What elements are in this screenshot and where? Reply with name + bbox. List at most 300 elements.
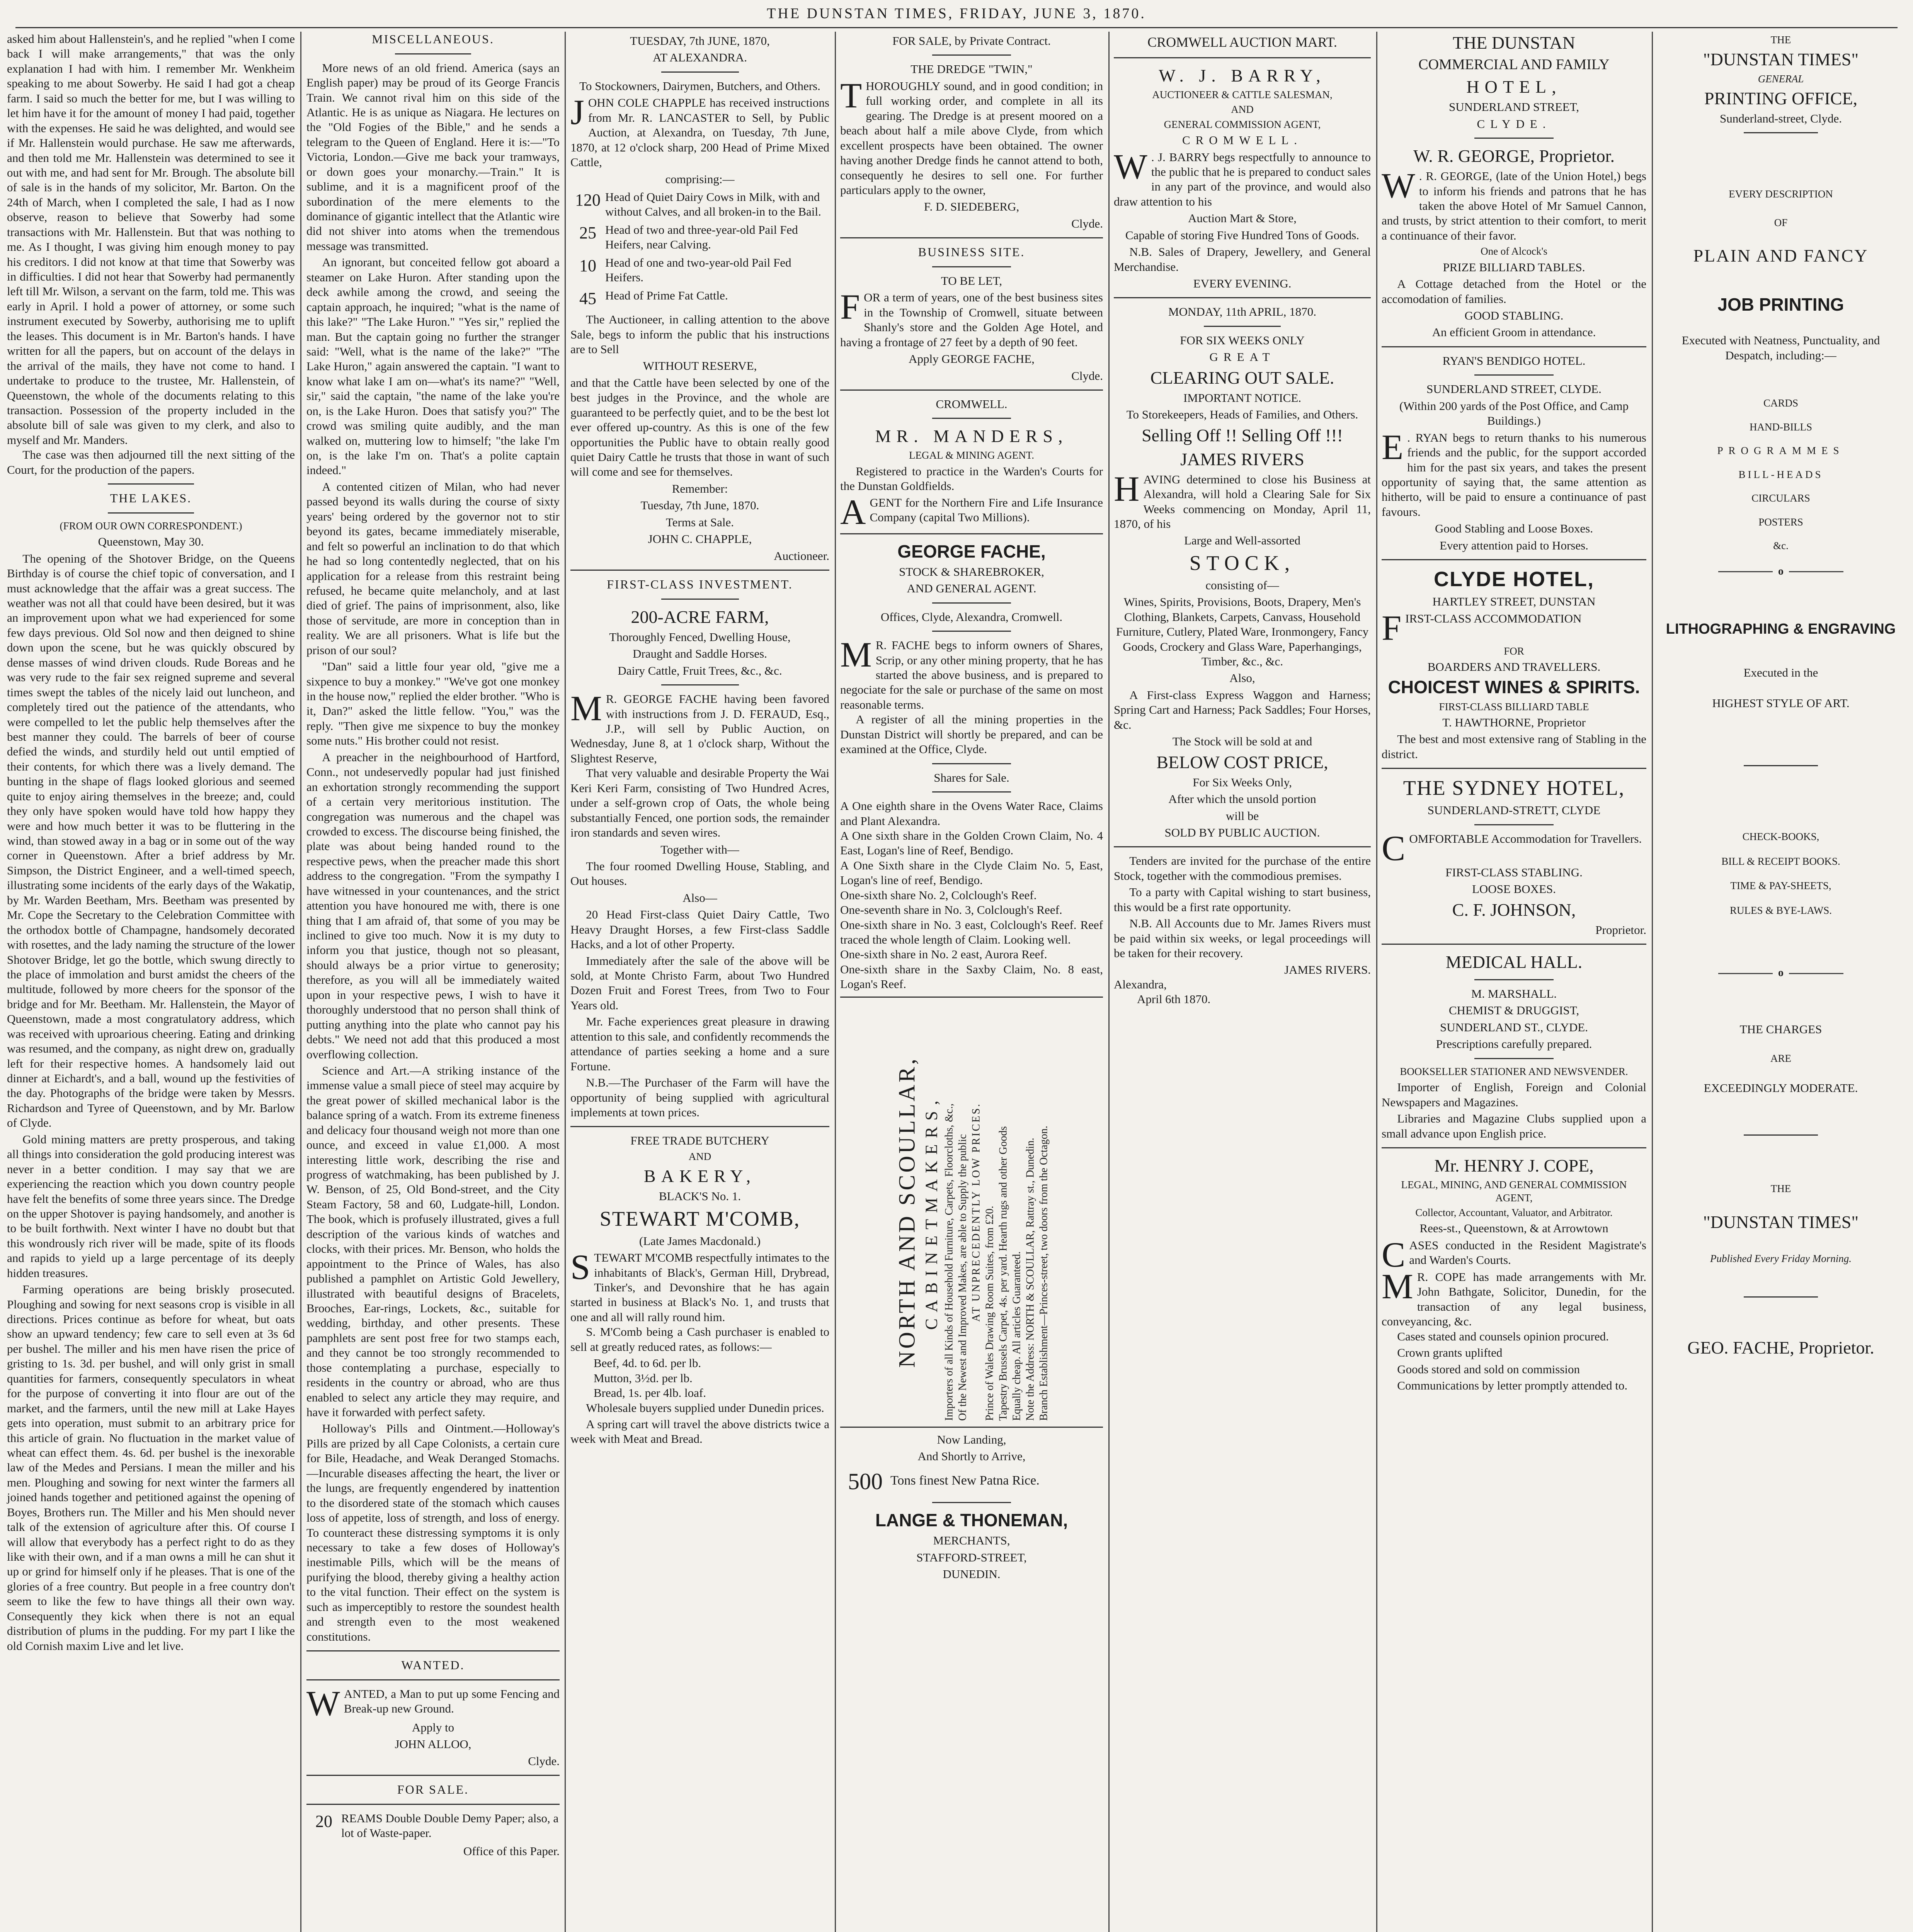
ornament: o xyxy=(1657,965,1904,980)
investment-heading: FIRST-CLASS INVESTMENT. xyxy=(607,577,793,592)
printing-item: &c. xyxy=(1773,540,1789,552)
farm-note: Mr. Fache experiences great pleasure in drawing attention to this sale, and confidently recommends the attendance of parties seeking a home and a sure Fortune. xyxy=(570,1015,829,1073)
share-item: One-sixth share in No. 3 east, Colclough's Reef. Reef traced the whole length of Claim. Looking well. xyxy=(840,918,1103,947)
for-sale-heading: FOR SALE. xyxy=(397,1782,469,1797)
capital-text: To a party with Capital wishing to start business, this would be a first rate opportunity. xyxy=(1114,885,1371,914)
site-text: OR a term of years, one of the best business sites in the Township of Cromwell, situate between Shanly's store and the Golden Age Hotel, and having a frontage of 27 feet by a depth of 90 feet. xyxy=(840,291,1103,349)
cope-heading: Mr. HENRY J. COPE, xyxy=(1434,1156,1594,1176)
rivers-date: April 6th 1870. xyxy=(1137,992,1211,1006)
stabling-line: GOOD STABLING. xyxy=(1464,309,1564,323)
divider xyxy=(1474,824,1554,825)
column-rule xyxy=(565,32,566,1932)
north-scoullar-line: Note the Address: NORTH & SCOULLAR, Rattray st., Dunedin. xyxy=(1024,1138,1036,1421)
masthead-rule xyxy=(15,27,1898,28)
clyde-line: CLYDE. xyxy=(1477,117,1551,131)
published-line: Published Every Friday Morning. xyxy=(1710,1252,1852,1264)
divider xyxy=(1114,57,1371,58)
dunstan-heading: THE DUNSTAN xyxy=(1452,33,1575,53)
advertiser-name: JOHN ALLOO, xyxy=(395,1737,471,1751)
drop-cap: T xyxy=(840,75,862,115)
auctioneer-role: Auctioneer. xyxy=(774,549,829,563)
correspondent-line: (FROM OUR OWN CORRESPONDENT.) xyxy=(60,520,242,532)
street-line: SUNDERLAND STREET, xyxy=(1449,100,1579,114)
dunstan-times-title: "DUNSTAN TIMES" xyxy=(1703,49,1859,70)
printing-item: CARDS xyxy=(1763,397,1799,409)
divider xyxy=(661,71,739,73)
manders-text: Registered to practice in the Warden's Courts for the Dunstan Goldfields. xyxy=(840,464,1103,493)
remember-date: Tuesday, 7th June, 1870. xyxy=(640,498,759,512)
share-item: One-seventh share in No. 3, Colclough's Reef. xyxy=(840,903,1062,917)
executed-text: Executed with Neatness, Punctuality, and Despatch, including:— xyxy=(1682,333,1880,362)
north-scoullar-line: Importers of all Kinds of Household Furniture, Carpets, Floorcloths, &c., xyxy=(943,1103,955,1421)
column-rule xyxy=(1108,32,1110,1932)
printing-item: CIRCULARS xyxy=(1751,492,1810,504)
loose-boxes: LOOSE BOXES. xyxy=(1472,882,1556,896)
cart-text: A spring cart will travel the above districts twice a week with Meat and Bread. xyxy=(570,1417,829,1446)
rivers-text: AVING determined to close his Business at Alexandra, will hold a Clearing Sale for Six Weeks commencing on Monday, April 11, 1870, of his xyxy=(1114,472,1371,531)
fache-text: R. FACHE begs to inform owners of Shares, Scrip, or any other mining property, that he has started the above business, and is prepared to negociate for the sale or purchase of the same on most reasonable terms. xyxy=(840,638,1103,711)
ryan-horses: Every attention paid to Horses. xyxy=(1440,538,1588,552)
north-scoullar-line: Prince of Wales Drawing Room Suites, from £20. xyxy=(984,1206,996,1421)
farm-description: That very valuable and desirable Property the Wai Keri Keri Farm, consisting of Two Hundred Acres, under a self-grown crop of Oats, the whole being substantially Fenced, one portion sods, the remainder iron standards and seven wires. xyxy=(570,766,829,840)
bookseller-line: BOOKSELLER STATIONER AND NEWSVENDER. xyxy=(1400,1065,1628,1077)
sale-date: TUESDAY, 7th JUNE, 1870, xyxy=(630,34,770,48)
divider xyxy=(1114,297,1371,298)
divider xyxy=(395,53,471,54)
north-scoullar-advert xyxy=(840,997,1103,1428)
north-scoullar-line: Branch Establishment—Princes-street, two doors from the Octagon. xyxy=(1038,1126,1050,1421)
cases-stated: Cases stated and counsels opinion procured. xyxy=(1397,1329,1609,1343)
farm-house: The four roomed Dwelling House, Stabling, and Out houses. xyxy=(570,859,829,888)
general-line: GENERAL xyxy=(1758,73,1804,85)
dredge-heading: THE DREDGE "TWIN," xyxy=(911,62,1033,76)
six-weeks-line: FOR SIX WEEKS ONLY xyxy=(1180,333,1305,347)
wines-line: CHOICEST WINES & SPIRITS. xyxy=(1388,677,1640,697)
business-site-heading: BUSINESS SITE. xyxy=(918,245,1025,259)
divider xyxy=(1744,1134,1818,1136)
column-3 xyxy=(567,32,833,1932)
lakes-heading: THE LAKES. xyxy=(110,491,192,505)
drop-cap: C xyxy=(1382,828,1406,868)
auctioneer-note: The Auctioneer, in calling attention to the above Sale, begs to inform the public that his instructions are to Sell xyxy=(570,313,829,356)
north-scoullar-line: AT UNPRECEDENTLY LOW PRICES. xyxy=(970,1102,982,1322)
large-line: Large and Well-assorted xyxy=(1184,534,1301,548)
for-six-line: For Six Weeks Only, xyxy=(1193,775,1292,789)
divider xyxy=(1382,346,1646,347)
cattle-item: 120 Head of Quiet Dairy Cows in Milk, with and without Calves, and all broken-in to the Bail. xyxy=(575,190,821,219)
divider xyxy=(840,237,1103,238)
site-apply: Apply GEORGE FACHE, xyxy=(909,352,1035,366)
stock-list: Wines, Spirits, Provisions, Boots, Drapery, Men's Clothing, Blankets, Carpets, Canvass, Household Furniture, Cutlery, Plated Ware, Ironmongery, Fancy Goods, Crockery and Glass Ware, Paperhangings, Timber, &c., &c. xyxy=(1116,595,1369,668)
ornament: o xyxy=(1657,563,1904,578)
divider xyxy=(1474,374,1554,376)
divider xyxy=(1744,765,1818,766)
drop-cap: A xyxy=(840,492,866,532)
marshall-line: M. MARSHALL. xyxy=(1471,987,1557,1001)
monday-line: MONDAY, 11th APRIL, 1870. xyxy=(1168,305,1316,319)
reserve-line: WITHOUT RESERVE, xyxy=(643,359,757,373)
divider xyxy=(840,389,1103,391)
dredge-owner: F. D. SIEDEBERG, xyxy=(924,200,1019,214)
every-description: EVERY DESCRIPTION xyxy=(1729,188,1833,200)
private-contract-heading: FOR SALE, by Private Contract. xyxy=(892,34,1051,48)
divider xyxy=(840,533,1103,534)
proprietor-heading: W. R. GEORGE, Proprietor. xyxy=(1413,146,1615,166)
north-scoullar-line: Equally cheap. All articles Guaranteed. xyxy=(1011,1251,1023,1421)
north-scoullar-title: NORTH AND SCOULLAR, xyxy=(894,1056,920,1368)
court-report-paragraph: The case was then adjourned till the next sitting of the Court, for the production of the papers. xyxy=(7,448,295,476)
dredge-place: Clyde. xyxy=(1071,216,1103,230)
to-storekeepers: To Storekeepers, Heads of Families, and Others. xyxy=(1126,408,1358,422)
highest-style: HIGHEST STYLE OF ART. xyxy=(1712,696,1850,710)
divider xyxy=(1382,944,1646,945)
divider xyxy=(306,1775,560,1776)
of-line: OF xyxy=(1774,216,1788,228)
manders-subheading: LEGAL & MINING AGENT. xyxy=(909,449,1034,461)
share-item: A One Sixth share in the Clyde Claim No. 5, East, Logan's line of reef, Bendigo. xyxy=(840,858,1103,887)
drop-cap: M xyxy=(570,689,602,728)
landing-line: Now Landing, xyxy=(937,1432,1006,1446)
after-line: After which the unsold portion xyxy=(1168,792,1316,806)
price-item: Bread, 1s. per 4lb. loaf. xyxy=(594,1386,706,1400)
divider xyxy=(661,599,739,600)
stewart-heading: STEWART M'COMB, xyxy=(599,1207,800,1230)
masthead: THE DUNSTAN TIMES, FRIDAY, JUNE 3, 1870. xyxy=(767,5,1146,22)
divider xyxy=(1744,1296,1818,1298)
drop-cap: W xyxy=(1114,146,1147,186)
divider xyxy=(932,791,1011,793)
billiard-line: PRIZE BILLIARD TABLES. xyxy=(1443,260,1585,274)
every-evening: EVERY EVENING. xyxy=(1193,277,1292,290)
misc-paragraph: More news of an old friend. America (says an English paper) may be proud of its George Francis Train. We cannot rival him on this side of the Atlantic. He is as unique as Niagara. He lectures on the "Old Fogies of the Bible," and he sends a telegram to the Queen of England. Here it is:—"To Victoria, London.—Give me back your tramways, or down goes your monarchy.—Train." It is sublime, and it is a magnificent proof of the subordination of the mere elements to the dominance of gigantic intellect that the Atlantic wire did not shiver into atoms when the tremendous message was transmitted. xyxy=(306,61,560,253)
fc-billiard-line: FIRST-CLASS BILLIARD TABLE xyxy=(1439,701,1589,713)
nb-sales: N.B. Sales of Drapery, Jewellery, and General Merchandise. xyxy=(1114,245,1371,274)
libraries-text: Libraries and Magazine Clubs supplied upon a small advance upon English price. xyxy=(1382,1112,1646,1140)
court-report-paragraph: asked him about Hallenstein's, and he replied "when I come back I will make arrangements," that was the only explanation I had with him. I remember Mr. Wenkheim speaking to me about Sowerby. He said I had got a cheap farm. I said so much the better for me, but I was willing to let him have it for the amount of money I had paid, together with the expenses. He said he was delighted, and would see if Mr. Hallenstein would purchase. He saw me afterwards, and then told me Mr. Hallenstein was determined to see it out with me, and had sent for Mr. Brough. The absolute bill of sale is in the hands of my solicitor, Mr. Barton. On the 24th of March, when I completed the sale, I had as I now observe, reason to believe that Sowerby had some transactions with Mr. Hallenstein. But that was nothing to me. As I thought, I was giving him enough money to pay his creditors. I did not know at that time that Sowerby was in difficulties. I did not hear that Sowerby had permanently left till Mr. Wilson, a servant on the farm, told me. This was early in April. I hold a power of attorney, or some such instrument executed by Sowerby, authorising me to uplift the leases. This document is in Mr. Barton's hands. I have written for all the papers, but on account of the delays in the arrival of the mails, they have not come to hand. I undertake to produce to the trustee, Mr. Hallenstein, of Queenstown, the whole of the documents relating to this transaction. Possession of the property included in the absolute bill of sale was given to my clerk, and also to myself and Mr. Manders. xyxy=(7,32,295,447)
insurance-agent-text: GENT for the Northern Fire and Life Insurance Company (capital Two Millions). xyxy=(870,495,1103,524)
rivers-signature: JAMES RIVERS. xyxy=(1284,963,1371,976)
drop-cap: M xyxy=(840,635,872,675)
mart-heading: CROMWELL AUCTION MART. xyxy=(1147,34,1337,50)
for-line: FOR xyxy=(1504,645,1524,657)
cope-subheading: LEGAL, MINING, AND GENERAL COMMISSION AGENT, xyxy=(1401,1179,1627,1204)
farm-subheading: Thoroughly Fenced, Dwelling House, xyxy=(609,630,791,644)
dredge-text: HOROUGHLY sound, and in good condition; in full working order, and complete in all its gearing. The Dredge is at present moored on a beach about half a mile above Clyde, from which excellent prospects have been obtained. The owner having another Dredge finds he cannot attend to both, consequently he desires to sell one. For further particulars apply to the owner, xyxy=(840,79,1103,197)
consisting-line: consisting of— xyxy=(1205,578,1279,592)
first-class-text: IRST-CLASS ACCOMMODATION xyxy=(1405,611,1582,625)
divider xyxy=(1382,559,1646,560)
farm-heading: 200-ACRE FARM, xyxy=(631,607,769,627)
accounts-text: N.B. All Accounts due to Mr. James Rivers must be paid within six weeks, or legal proceedings will be taken for their recovery. xyxy=(1114,917,1371,960)
cromwell-line: CROMWELL. xyxy=(1182,133,1303,147)
book-item: RULES & BYE-LAWS. xyxy=(1729,904,1832,916)
dateline: Queenstown, May 30. xyxy=(98,535,204,549)
ryan-heading: RYAN'S BENDIGO HOTEL. xyxy=(1442,354,1586,367)
share-item: One-sixth share in No. 2 east, Aurora Reef. xyxy=(840,947,1047,961)
cash-text: S. M'Comb being a Cash purchaser is enabled to sell at greatly reduced rates, as follows:— xyxy=(570,1325,829,1354)
divider xyxy=(932,418,1011,419)
farm-nb: N.B.—The Purchaser of the Farm will have the opportunity of being supplied with agricultural implements at town prices. xyxy=(570,1076,829,1119)
farm-subheading: Dairy Cattle, Fruit Trees, &c., &c. xyxy=(618,663,782,677)
fc-stabling: FIRST-CLASS STABLING. xyxy=(1445,865,1583,879)
divider xyxy=(108,512,194,514)
price-item: Mutton, 3½d. per lb. xyxy=(594,1371,693,1385)
drop-cap: F xyxy=(1382,608,1402,648)
dunstan-times-title: "DUNSTAN TIMES" xyxy=(1703,1212,1859,1232)
quantity: 20 xyxy=(315,1811,332,1831)
north-scoullar-line: Of the Newest and Improved Makes, are able to Supply the public xyxy=(956,1134,969,1421)
boarders-line: BOARDERS AND TRAVELLERS. xyxy=(1427,660,1601,674)
fache-subheading: AND GENERAL AGENT. xyxy=(907,582,1036,595)
misc-paragraph: Science and Art.—A striking instance of the immense value a small piece of steel may acquire by the great power of skilled mechanical labor is the balance spring of a watch. From its extreme fineness and delicacy four thousand weigh not more than one ounce, and exceed in value £1,000. A most interesting little work, describing the rise and progress of watchmaking, has been published by J. W. Benson, of 25, Old Bond-street, and the City Steam Factory, 58 and 60, Ludgate-hill, London. The book, which is profusely illustrated, gives a full description of the various kinds of watches and clocks, with their prices. Mr. Benson, who holds the appointment to the Prince of Wales, has also published a pamphlet on Artistic Gold Jewellery, illustrated with beautiful designs of Bracelets, Brooches, Ear-rings, Lockets, &c., suitable for wedding, birthday, and other presents. These pamphlets are sent post free for two stamps each, and they cannot be too strongly recommended to those contemplating a purchase, especially to residents in the country or abroad, who are thus enabled to select any article they may require, and have it forwarded with perfect safety. xyxy=(306,1063,560,1419)
divider xyxy=(661,684,739,685)
remember-line: Remember: xyxy=(672,481,728,495)
cattle-item: 10 Head of one and two-year-old Pail Fed Heifers. xyxy=(579,255,791,284)
cattle-item: 45 Head of Prime Fat Cattle. xyxy=(579,288,728,308)
drop-cap: W xyxy=(306,1683,340,1723)
best-text: The best and most extensive rang of Stabling in the district. xyxy=(1382,732,1646,761)
fache-heading: GEORGE FACHE, xyxy=(897,541,1046,561)
divider xyxy=(306,1650,560,1651)
divider xyxy=(306,1679,560,1680)
divider xyxy=(932,763,1011,764)
wanted-text: ANTED, a Man to put up some Fencing and Break-up new Ground. xyxy=(344,1687,560,1716)
together-line: Together with— xyxy=(660,842,739,856)
drop-cap: M xyxy=(1382,1266,1413,1306)
mart-store: Auction Mart & Store, xyxy=(1188,211,1297,225)
fache-offices: Offices, Clyde, Alexandra, Cromwell. xyxy=(880,610,1063,624)
sale-place: AT ALEXANDRA. xyxy=(653,51,747,65)
for-sale-text: REAMS Double Double Demy Paper; also, a lot of Waste-paper. xyxy=(341,1811,559,1840)
alcock-line: One of Alcock's xyxy=(1481,245,1547,257)
the-line: THE xyxy=(1770,34,1791,46)
clyde-hotel-heading: CLYDE HOTEL, xyxy=(1433,568,1595,591)
plain-fancy-heading: PLAIN AND FANCY xyxy=(1693,246,1869,266)
divider xyxy=(1382,1147,1646,1148)
comfortable-text: OMFORTABLE Accommodation for Travellers. xyxy=(1409,832,1642,845)
stafford-line: STAFFORD-STREET, xyxy=(916,1550,1027,1564)
prescriptions-line: Prescriptions carefully prepared. xyxy=(1436,1037,1592,1051)
barry-heading: W. J. BARRY, xyxy=(1159,65,1326,85)
barry-text: . J. BARRY begs respectfully to announce to the public that he is prepared to conduct sales in any part of the province, and would also draw attention to his xyxy=(1114,150,1371,208)
importer-text: Importer of English, Foreign and Colonial Newspapers and Magazines. xyxy=(1382,1080,1646,1109)
column-7 xyxy=(1653,32,1908,1932)
are-line: ARE xyxy=(1770,1053,1791,1065)
wanted-heading: WANTED. xyxy=(401,1658,465,1672)
register-text: A register of all the mining properties in the Dunstan District will shortly be prepared, and can be examined at the Office, Clyde. xyxy=(840,713,1103,756)
column-6 xyxy=(1378,32,1650,1932)
important-notice: IMPORTANT NOTICE. xyxy=(1183,391,1302,405)
butchery-heading: FREE TRADE BUTCHERY xyxy=(630,1134,769,1148)
barry-subheading: AUCTIONEER & CATTLE SALESMAN, xyxy=(1152,88,1333,100)
goods-stored: Goods stored and sold on commission xyxy=(1397,1362,1580,1376)
groom-line: An efficient Groom in attendance. xyxy=(1432,325,1596,339)
great-line: GREAT xyxy=(1209,350,1275,364)
printing-item: BILL-HEADS xyxy=(1738,468,1823,480)
column-rule xyxy=(1652,32,1653,1932)
misc-paragraph: "Dan" said a little four year old, "give me a sixpence to buy a monkey." "We've got one monkey in the house now," replied the elder brother. "Who is it, Dan?" asked the little fellow. "You," was the reply. "Then give me sixpence to buy the monkey some nuts." His brother could not resist. xyxy=(306,660,560,748)
sydney-street: SUNDERLAND-STRETT, CLYDE xyxy=(1427,803,1601,817)
lakes-paragraph: The opening of the Shotover Bridge, on the Queens Birthday is of course the chief topic of conversation, and I must acknowledge that the affair was a great success. The weather was not all that could have been desired, but it was an improvement upon what we had experienced for some few days previous. Old Sol now and then deigned to shine down upon the scene, but he was quickly obscured by dense masses of wind driven clouds. Rude Boreas and he was very rude to the fair sex reigned supreme and several times swept the tables of the nicely laid out luncheon, and completely tired out the patience of the attendants, who were compelled to let the public help themselves after the best manner they could. The barrels of beer of course defied the winds, and sturdily held out until emptied of their contents, for which there was a lively demand. The bunting in the shape of flags looked glorious and seemed quite to enjoy airing themselves in the breeze; and, could they only have spoken would have told how happy they were and how much better it was to be fluttering in the wind, than stowed away in a bag or in some out of the way corner in Queenstown. After a brief address by Mr. Simpson, the District Engineer, and a well-timed speech, illustrating some incidents of the early days of the Wakatip, by Mr. Warden Beetham, Mrs. Beetham was presented by Mr. Cope the Secretary to the Celebration Committee with the orthodox bottle of Champagne, handsomely decorated with rosettes, and the lady naming the structure of the lower Shotover Bridge, let go the bottle, which swung directly to the place of immolation and burst amidst the cheers of the multitude, followed by more cheers for the sponsor of the bridge and for Mr. Beetham. Mr. Hallenstein, the Mayor of Queenstown, made a most congratulatory address, which was received with uproarious cheering. Eating and drinking was resumed, and the company, as night drew on, gradually left for their respective homes. A handsomely laid out dinner at Eichardt's, and a ball, wound up the festivities of the day. Photographs of the bridge were taken by Messrs. Richardson and Tyree of Queenstown, and by Mr. Barlow of Clyde. xyxy=(7,551,295,1130)
johnson-line: C. F. JOHNSON, xyxy=(1452,900,1576,920)
ryan-text: . RYAN begs to return thanks to his numerous friends and the public, for the support accorded him for the past six years, and takes the present opportunity of saying that, the same attention as hitherto, will be paid to ensure a continuance of past favours. xyxy=(1382,430,1646,519)
book-item: BILL & RECEIPT BOOKS. xyxy=(1721,855,1840,867)
drop-cap: J xyxy=(570,92,584,132)
apply-line: Apply to xyxy=(412,1720,454,1734)
chemist-line: CHEMIST & DRUGGIST, xyxy=(1448,1003,1579,1017)
litho-heading: LITHOGRAPHING & ENGRAVING xyxy=(1666,621,1896,638)
divider xyxy=(1474,979,1554,980)
farm-also: 20 Head First-class Quiet Dairy Cattle, Two Heavy Draught Horses, a few First-class Saddle Hacks, and a lot of other Property. xyxy=(570,908,829,951)
express-text: A First-class Express Waggon and Harness; Spring Cart and Harness; Pack Saddles; Four Horses, &c. xyxy=(1114,688,1371,731)
selling-off-line: Selling Off !! Selling Off !!! xyxy=(1142,425,1343,445)
cromwell-heading: CROMWELL. xyxy=(936,397,1008,411)
farm-subheading: Draught and Saddle Horses. xyxy=(633,647,767,661)
divider xyxy=(570,1126,829,1127)
advertiser-place: Clyde. xyxy=(528,1754,560,1768)
divider xyxy=(306,1804,560,1805)
sold-at-line: The Stock will be sold at and xyxy=(1172,735,1312,748)
ryan-within: (Within 200 yards of the Post Office, and Camp Buildings.) xyxy=(1399,399,1629,428)
commercial-line: COMMERCIAL AND FAMILY xyxy=(1418,56,1610,73)
column-2 xyxy=(303,32,563,1932)
wholesale-text: Wholesale buyers supplied under Dunedin prices. xyxy=(586,1401,824,1415)
the-line: THE xyxy=(1770,1183,1791,1195)
proprietor-line: Proprietor. xyxy=(1595,923,1646,937)
clearing-sale-heading: CLEARING OUT SALE. xyxy=(1150,367,1334,388)
tenders-text: Tenders are invited for the purchase of the entire Stock, together with the commodious premises. xyxy=(1114,854,1371,883)
audience-line: To Stockowners, Dairymen, Butchers, and Others. xyxy=(579,79,820,93)
cope-subheading: Collector, Accountant, Valuator, and Arbitrator. xyxy=(1415,1206,1613,1218)
lakes-paragraph: Farming operations are being briskly prosecuted. Ploughing and sowing for next seasons crop is visible in all directions. Prices continue as before for wheat, but oats show an upward tendency; few care to sell even at 3s 6d per bushel. The miller and his men have risen the price of gristing to 1s. 3d. per bushel, and will only grist in small quantities for farmers, consequently speculators in wheat for the purpose of converting it into flour are out of the market, and the farmers, until the new mill at Lake Hayes gets into operation, must submit to an arbitrary price for this article of grain. No fluctuation in the market value of wheat can effect them. 4s. 6d. per bushel is the inexorable law of the Medes and Persians. I mean the miller and his men. Ploughing and sowing for next winter the farmers all joined hands together and petitioned against the opening of Boyes, Brothers run. The Miller and his Men should never talk of the extension of agriculture after this. Of course I will allow that everybody has a perfect right to do as they like with their own, and if a man owns a mill he can shut it up or grind for himself only if he pleases. That is one of the glories of a free country. But people in a free country don't seem to like the few to have things all their own way. Consequently they kick when there is not an equal distribution of plums in the pudding. For my part I like the old Cornish maxim Live and let live. xyxy=(7,1282,295,1653)
rivers-heading: JAMES RIVERS xyxy=(1180,449,1304,469)
will-be-line: will be xyxy=(1225,809,1259,823)
divider xyxy=(1204,326,1281,327)
north-scoullar-subtitle: CABINETMAKERS, xyxy=(922,1094,941,1330)
divider xyxy=(932,266,1011,267)
drop-cap: C xyxy=(1382,1235,1406,1274)
auctioneer-signature: JOHN C. CHAPPLE, xyxy=(648,532,752,546)
divider xyxy=(1382,768,1646,769)
moderate-line: EXCEEDINGLY MODERATE. xyxy=(1704,1081,1858,1095)
bakery-heading: BAKERY, xyxy=(643,1166,756,1186)
divider xyxy=(570,570,829,571)
executed-in-line: Executed in the xyxy=(1743,666,1818,680)
office-line: Office of this Paper. xyxy=(463,1844,560,1858)
also-line: Also— xyxy=(682,891,717,905)
misc-paragraph: Holloway's Pills and Ointment.—Holloway's Pills are prized by all Cape Colonists, a certain cure for Bile, Headache, and Weak Deranged Stomachs.—Incurable diseases affecting the heart, the liver or the lungs, are frequently engendered by inattention to the disordered state of the stomach which causes loss of appetite, loss of strength, and loss of energy. To counteract these distressing symptoms it is only necessary to take a few doses of Holloway's inestimable Pills, which will be the means of purifying the blood, thereby giving a healthy action to the vital function. Their effect on the system is such as imperceptibly to restore the soundest health and strength even to the most weakened constitutions. xyxy=(306,1422,560,1643)
fache-subheading: STOCK & SHAREBROKER, xyxy=(899,565,1044,578)
column-rule xyxy=(300,32,301,1932)
divider xyxy=(1474,1058,1554,1059)
share-item: One-sixth share No. 2, Colclough's Reef. xyxy=(840,888,1037,902)
stewart-text: TEWART M'COMB respectfully intimates to the inhabitants of Black's, German Hill, Drybread, Tinker's, and Devonshire that he has again started in business at Black's No. 1, and trusts that one and all will rally round him. xyxy=(570,1251,829,1324)
farm-after: Immediately after the sale of the above will be sold, at Monte Christo Farm, about Two Hundred Dozen Fruit and Forest Trees, from Two to Four Years old. xyxy=(570,954,829,1012)
terms-line: Terms at Sale. xyxy=(665,515,734,529)
proprietor-signature: GEO. FACHE, Proprietor. xyxy=(1687,1338,1874,1358)
lakes-paragraph: Gold mining matters are pretty prosperous, and taking all things into consideration the gold producing interest was never in a better condition. I may say that we are experiencing the reaction which you down country people have felt the benefits of some three years since. The Dredge on the upper Shotover is paying handsomely, and another is to be built forthwith. Next winter I have no doubt but that this wondrously rich river will be made, spite of its floods and rapids to yield up a large percentage of its deeply hidden treasures. xyxy=(7,1132,295,1280)
job-printing-heading: JOB PRINTING xyxy=(1717,294,1844,315)
drop-cap: F xyxy=(840,287,860,327)
divider xyxy=(932,602,1011,604)
auction-intro: OHN COLE CHAPPLE has received instructions from Mr. R. LANCASTER to Sell, by Public Auction, at Alexandra, on Tuesday, 7th June, 1870, at 12 o'clock sharp, 200 Head of Prime Mixed Cattle, xyxy=(570,96,829,169)
printing-item: PROGRAMMES xyxy=(1717,445,1845,457)
reserve-text: and that the Cattle have been selected by one of the best judges in the Province, and the whole are guaranteed to be perfectly quiet, and to be the best lot ever offered up-country. As this is one of the few opportunities the Public have to obtain really good quiet Dairy Cattle he trusts that those in want of such will come and see for themselves. xyxy=(570,376,829,479)
medical-street: SUNDERLAND ST., CLYDE. xyxy=(1440,1020,1588,1034)
divider xyxy=(932,1502,1011,1503)
cases-text: ASES conducted in the Resident Magistrate's and Warden's Courts. xyxy=(1409,1238,1646,1267)
george-text: . R. GEORGE, (late of the Union Hotel,) begs to inform his friends and patrons that he has taken the above Hotel of Mr Samuel Cannon, and trusts, by strict attention to their comfort, to merit a continuance of their favor. xyxy=(1382,169,1646,242)
column-4 xyxy=(836,32,1107,1932)
barry-subheading: GENERAL COMMISSION AGENT, xyxy=(1164,118,1321,130)
lange-heading: LANGE & THONEMAN, xyxy=(875,1510,1068,1531)
hotel-line: HOTEL, xyxy=(1466,77,1562,97)
share-item: A One eighth share in the Ovens Water Race, Claims and Plant Alexandra. xyxy=(840,799,1103,828)
medical-hall-heading: MEDICAL HALL. xyxy=(1445,952,1583,972)
capable-line: Capable of storing Five Hundred Tons of Goods. xyxy=(1125,228,1360,242)
cope-text: R. COPE has made arrangements with Mr. John Bathgate, Solicitor, Dunedin, for the transaction of any legal business, conveyancing, &c. xyxy=(1382,1270,1646,1328)
divider xyxy=(1474,138,1554,139)
sunderland-line: Sunderland-street, Clyde. xyxy=(1720,112,1842,125)
book-item: CHECK-BOOKS, xyxy=(1742,831,1819,843)
and-line: AND xyxy=(688,1150,711,1162)
share-item: One-sixth share in the Saxby Claim, No. 8 east, Logan's Reef. xyxy=(840,962,1103,991)
farm-intro: R. GEORGE FACHE having been favored with instructions from J. D. FERAUD, Esq., J.P., will sell by Public Auction, on Wednesday, June 8, at 1 o'clock sharp, Without the Slightest Reserve, xyxy=(570,692,829,765)
cope-address: Rees-st., Queenstown, & at Arrowtown xyxy=(1419,1221,1608,1235)
column-rule xyxy=(835,32,836,1932)
charges-line: THE CHARGES xyxy=(1739,1022,1822,1036)
crown-grants: Crown grants uplifted xyxy=(1397,1346,1503,1360)
rice-text: Tons finest New Patna Rice. xyxy=(890,1473,1040,1488)
arrive-line: And Shortly to Arrive, xyxy=(917,1449,1026,1463)
drop-cap: E xyxy=(1382,427,1404,467)
merchants-line: MERCHANTS, xyxy=(933,1534,1010,1548)
stock-heading: STOCK, xyxy=(1189,551,1295,575)
divider xyxy=(1114,846,1371,847)
public-auction-line: SOLD BY PUBLIC AUCTION. xyxy=(1164,826,1320,840)
below-cost-heading: BELOW COST PRICE, xyxy=(1156,752,1328,772)
communications: Communications by letter promptly attended to. xyxy=(1397,1378,1628,1392)
drop-cap: S xyxy=(570,1247,591,1287)
also-line: Also, xyxy=(1229,671,1255,685)
hawthorne-line: T. HAWTHORNE, Proprietor xyxy=(1442,715,1586,729)
divider xyxy=(932,54,1011,56)
rice-quantity: 500 xyxy=(848,1468,883,1494)
divider xyxy=(1744,132,1818,133)
drop-cap: W xyxy=(1382,166,1415,206)
manders-heading: MR. MANDERS, xyxy=(875,426,1068,446)
column-rule xyxy=(1376,32,1377,1932)
drop-cap: H xyxy=(1114,469,1140,509)
divider xyxy=(932,631,1011,632)
ryan-stabling: Good Stabling and Loose Boxes. xyxy=(1435,522,1593,536)
misc-paragraph: A contented citizen of Milan, who had never passed beyond its walls during the course of sixty years' being ordered by the governor not to stir beyond its gates, became immediately miserable, and felt so powerful an inclination to do that which he had so long contentedly neglected, that on his application for a release from this restraint being refused, he became quite melancholy, and at last died of grief. The pains of imprisonment, also, like those of servitude, are more in conception than in reality. We are all prisoners. What is life but the prison of our soul? xyxy=(306,480,560,657)
dunedin-line: DUNEDIN. xyxy=(943,1567,1001,1581)
sydney-heading: THE SYDNEY HOTEL, xyxy=(1403,776,1625,800)
and-line: AND xyxy=(1231,104,1254,116)
blacks-line: BLACK'S No. 1. xyxy=(659,1189,741,1203)
site-place: Clyde. xyxy=(1071,369,1103,383)
miscellaneous-heading: MISCELLANEOUS. xyxy=(372,32,494,46)
price-item: Beef, 4d. to 6d. per lb. xyxy=(594,1356,701,1370)
ryan-street: SUNDERLAND STREET, CLYDE. xyxy=(1426,382,1602,396)
misc-paragraph: An ignorant, but conceited fellow got aboard a steamer on Lake Huron. After standing upon the deck awhile among the crowd, and seeing the captain approach, he inquired; "what is the name of this lake?" "The Lake Huron." "Yes sir," replied the man. But the captain going no further the stranger said: "Well, what is the name of the lake?" "The Lake Huron," again answered the captain. "I want to know what lake I am on—what's its name?" "Well, sir," said the captain, "the name of the lake you're on, is the Lake Huron. Does that satisfy you?" The crowd was smiling quite audibly, and the man walked on, muttering low to himself; "the lake I'm on, is the lake I'm on. That's a polite captain indeed." xyxy=(306,255,560,477)
share-item: A One sixth share in the Golden Crown Claim, No. 4 East, Logan's line of Reef, Bendigo. xyxy=(840,828,1103,857)
north-scoullar-line: Tapestry Brussels Carpet, 4s. per yard. Hearth rugs and other Goods xyxy=(997,1126,1009,1421)
shares-heading: Shares for Sale. xyxy=(934,770,1009,784)
printing-item: POSTERS xyxy=(1758,516,1803,528)
book-item: TIME & PAY-SHEETS, xyxy=(1730,880,1831,892)
